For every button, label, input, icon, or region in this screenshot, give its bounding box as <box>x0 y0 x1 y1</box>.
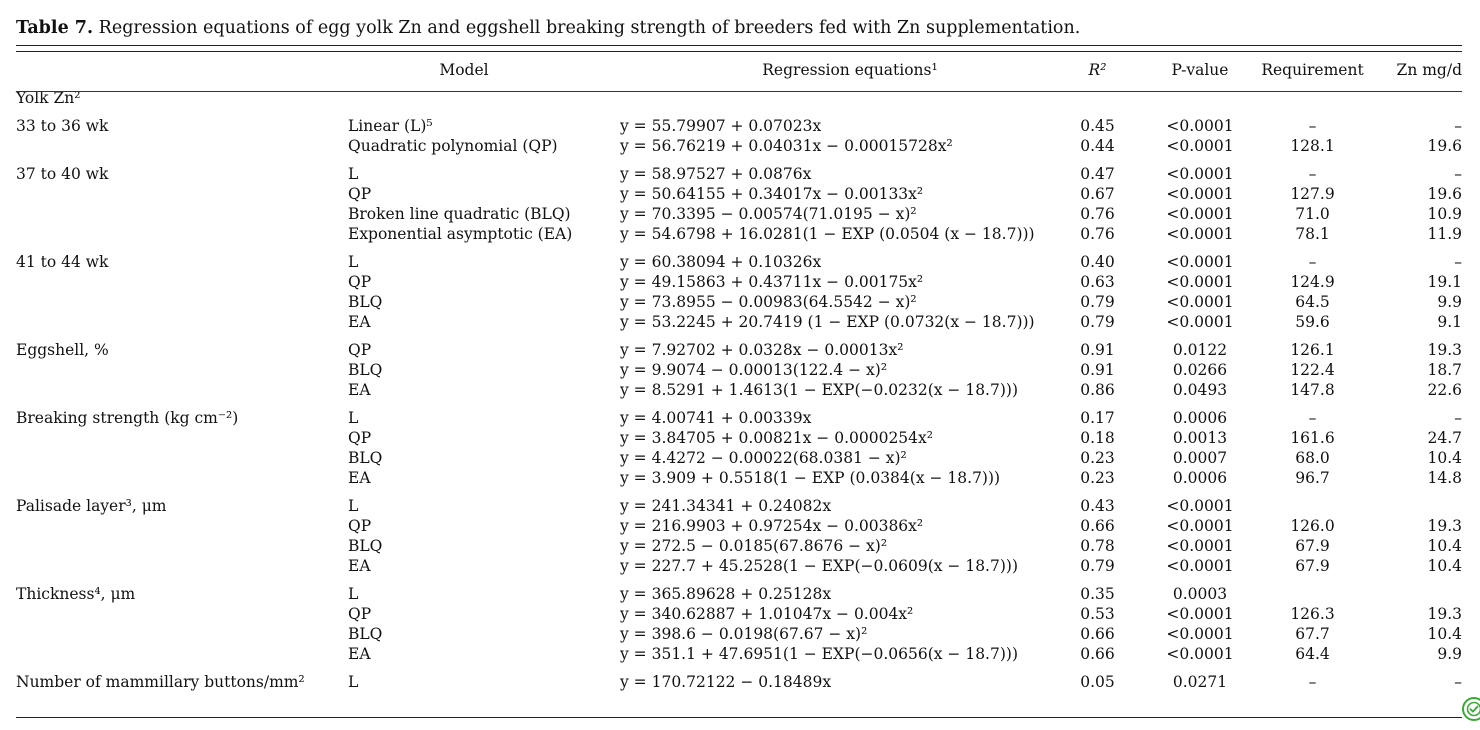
row-requirement: 71.0 <box>1295 205 1330 223</box>
section-label <box>16 136 348 156</box>
row-equation: y = 9.9074 − 0.00013(122.4 − x)² <box>620 361 888 379</box>
row-requirement: – <box>1308 165 1317 183</box>
check-icon <box>1466 701 1480 717</box>
row-r2: 0.35 <box>1080 585 1115 603</box>
row-r2: 0.67 <box>1080 185 1115 203</box>
table-row <box>16 380 1462 400</box>
table-caption <box>16 18 1080 38</box>
row-pvalue: <0.0001 <box>1166 205 1234 223</box>
header-equation: Regression equations¹ <box>762 61 938 79</box>
row-zn: 10.4 <box>1427 557 1462 575</box>
bottom-rule <box>16 717 1462 718</box>
caption-text: Regression equations of egg yolk Zn and eggshell breaking strength of breeders fed with Zn supplementation. <box>98 18 1081 38</box>
table-row <box>16 448 1462 468</box>
section-label <box>16 204 348 224</box>
row-zn: 14.8 <box>1427 469 1462 487</box>
check-badge-icon <box>1462 697 1480 721</box>
row-model: QP <box>348 341 372 359</box>
row-zn: 10.4 <box>1427 625 1462 643</box>
row-r2: 0.66 <box>1080 625 1115 643</box>
table-section-row <box>16 664 1462 692</box>
section-label <box>16 468 348 488</box>
row-pvalue: 0.0006 <box>1172 409 1228 427</box>
row-equation: y = 3.909 + 0.5518(1 − EXP (0.0384(x − 18.7))) <box>620 469 1001 487</box>
row-requirement: 64.4 <box>1295 645 1330 663</box>
section-label: Palisade layer³, μm <box>16 497 167 515</box>
row-pvalue: <0.0001 <box>1166 225 1234 243</box>
row-zn: 22.6 <box>1427 381 1462 399</box>
row-zn <box>1380 488 1462 516</box>
table-section-row <box>16 488 1462 516</box>
section-label: Number of mammillary buttons/mm² <box>16 673 305 691</box>
table-row <box>16 272 1462 292</box>
table-row <box>16 624 1462 644</box>
row-requirement: 161.6 <box>1290 429 1335 447</box>
row-equation: y = 56.76219 + 0.04031x − 0.00015728x² <box>620 137 953 155</box>
row-zn: 19.3 <box>1427 605 1462 623</box>
row-r2: 0.79 <box>1080 313 1115 331</box>
table-row <box>16 556 1462 576</box>
row-zn: – <box>1454 409 1462 427</box>
row-r2: 0.66 <box>1080 645 1115 663</box>
row-zn: 24.7 <box>1427 429 1462 447</box>
section-label <box>16 224 348 244</box>
table-row <box>16 224 1462 244</box>
row-model: BLQ <box>348 537 383 555</box>
row-requirement: – <box>1308 673 1317 691</box>
row-zn: 19.6 <box>1427 185 1462 203</box>
header-model: Model <box>439 61 489 79</box>
row-equation: y = 170.72122 − 0.18489x <box>620 673 832 691</box>
table-row <box>16 204 1462 224</box>
row-requirement: 122.4 <box>1290 361 1335 379</box>
row-model: QP <box>348 605 372 623</box>
row-equation: y = 49.15863 + 0.43711x − 0.00175x² <box>620 273 924 291</box>
row-model: BLQ <box>348 361 383 379</box>
section-label: Eggshell, % <box>16 341 109 359</box>
row-model: L <box>348 585 359 603</box>
section-label <box>16 184 348 204</box>
table-section-row <box>16 400 1462 428</box>
section-label: 33 to 36 wk <box>16 117 109 135</box>
row-r2: 0.76 <box>1080 225 1115 243</box>
header-label <box>16 60 348 88</box>
row-model: BLQ <box>348 449 383 467</box>
row-model: BLQ <box>348 293 383 311</box>
row-zn: 11.9 <box>1427 225 1462 243</box>
row-zn: 9.9 <box>1437 293 1462 311</box>
row-pvalue: <0.0001 <box>1166 293 1234 311</box>
row-r2: 0.63 <box>1080 273 1115 291</box>
row-equation: y = 73.8955 − 0.00983(64.5542 − x)² <box>620 293 917 311</box>
row-requirement: 127.9 <box>1290 185 1335 203</box>
section-label: 41 to 44 wk <box>16 253 109 271</box>
row-pvalue: 0.0122 <box>1172 341 1228 359</box>
row-r2: 0.17 <box>1080 409 1115 427</box>
table-row <box>16 292 1462 312</box>
header-r2: R² <box>1088 61 1107 79</box>
row-model: QP <box>348 429 372 447</box>
row-requirement: 59.6 <box>1295 313 1330 331</box>
row-equation: y = 50.64155 + 0.34017x − 0.00133x² <box>620 185 924 203</box>
section-label <box>16 536 348 556</box>
row-r2: 0.76 <box>1080 205 1115 223</box>
row-model: BLQ <box>348 625 383 643</box>
row-r2: 0.45 <box>1080 117 1115 135</box>
row-equation: y = 365.89628 + 0.25128x <box>620 585 832 603</box>
row-equation: y = 272.5 − 0.0185(67.8676 − x)² <box>620 537 888 555</box>
table-section-row <box>16 332 1462 360</box>
row-equation: y = 70.3395 − 0.00574(71.0195 − x)² <box>620 205 917 223</box>
section-label <box>16 428 348 448</box>
row-requirement: 128.1 <box>1290 137 1335 155</box>
section-label <box>16 644 348 664</box>
header-row <box>16 60 1462 88</box>
table-section-row <box>16 244 1462 272</box>
header-rule <box>16 91 1462 92</box>
row-pvalue: <0.0001 <box>1166 165 1234 183</box>
row-requirement: 64.5 <box>1295 293 1330 311</box>
row-zn: 19.1 <box>1427 273 1462 291</box>
row-r2: 0.44 <box>1080 137 1115 155</box>
table-row <box>16 360 1462 380</box>
row-r2: 0.43 <box>1080 497 1115 515</box>
row-r2: 0.40 <box>1080 253 1115 271</box>
row-requirement: – <box>1308 253 1317 271</box>
section-label: Yolk Zn² <box>16 89 81 107</box>
row-pvalue: 0.0271 <box>1172 673 1228 691</box>
row-requirement: 126.3 <box>1290 605 1335 623</box>
row-r2: 0.79 <box>1080 293 1115 311</box>
row-r2: 0.79 <box>1080 557 1115 575</box>
row-requirement: – <box>1308 409 1317 427</box>
section-label <box>16 380 348 400</box>
row-equation: y = 8.5291 + 1.4613(1 − EXP(−0.0232(x − 18.7))) <box>620 381 1018 399</box>
row-equation: y = 4.4272 − 0.00022(68.0381 − x)² <box>620 449 907 467</box>
row-pvalue: <0.0001 <box>1166 117 1234 135</box>
section-label <box>16 312 348 332</box>
row-r2: 0.23 <box>1080 469 1115 487</box>
row-model: L <box>348 165 359 183</box>
row-zn: – <box>1454 165 1462 183</box>
row-model: EA <box>348 645 371 663</box>
table-row <box>16 536 1462 556</box>
row-model: QP <box>348 185 372 203</box>
row-r2: 0.91 <box>1080 341 1115 359</box>
row-zn: 19.6 <box>1427 137 1462 155</box>
row-equation: y = 216.9903 + 0.97254x − 0.00386x² <box>620 517 924 535</box>
row-zn <box>1380 576 1462 604</box>
row-pvalue: <0.0001 <box>1166 185 1234 203</box>
row-model: L <box>348 497 359 515</box>
row-equation: y = 241.34341 + 0.24082x <box>620 497 832 515</box>
row-pvalue: <0.0001 <box>1166 557 1234 575</box>
header-requirement: Requirement <box>1261 61 1364 79</box>
row-zn: 18.7 <box>1427 361 1462 379</box>
table-section-row <box>16 156 1462 184</box>
top-rule-double <box>16 51 1462 52</box>
row-pvalue: <0.0001 <box>1166 273 1234 291</box>
table-row <box>16 644 1462 664</box>
row-model: Broken line quadratic (BLQ) <box>348 205 571 223</box>
row-model: Exponential asymptotic (EA) <box>348 225 573 243</box>
row-pvalue: <0.0001 <box>1166 645 1234 663</box>
table-row <box>16 428 1462 448</box>
row-zn: – <box>1454 117 1462 135</box>
row-model: Linear (L)⁵ <box>348 117 433 135</box>
row-zn: 9.9 <box>1437 645 1462 663</box>
row-r2: 0.86 <box>1080 381 1115 399</box>
top-rule <box>16 45 1462 46</box>
row-zn: 10.4 <box>1427 449 1462 467</box>
table-body <box>16 88 1462 692</box>
row-equation: y = 7.92702 + 0.0328x − 0.00013x² <box>620 341 904 359</box>
row-pvalue: <0.0001 <box>1166 253 1234 271</box>
row-equation: y = 58.97527 + 0.0876x <box>620 165 812 183</box>
row-requirement: 126.1 <box>1290 341 1335 359</box>
row-zn: 10.9 <box>1427 205 1462 223</box>
row-r2: 0.53 <box>1080 605 1115 623</box>
section-label <box>16 360 348 380</box>
section-label <box>16 556 348 576</box>
row-r2: 0.78 <box>1080 537 1115 555</box>
row-model: QP <box>348 517 372 535</box>
row-r2: 0.66 <box>1080 517 1115 535</box>
row-pvalue: <0.0001 <box>1166 605 1234 623</box>
row-equation: y = 55.79907 + 0.07023x <box>620 117 822 135</box>
row-model: EA <box>348 469 371 487</box>
table-row <box>16 604 1462 624</box>
row-requirement: 147.8 <box>1290 381 1335 399</box>
row-equation: y = 53.2245 + 20.7419 (1 − EXP (0.0732(x − 18.7))) <box>620 313 1035 331</box>
header-zn: Zn mg/d <box>1396 61 1462 79</box>
row-pvalue: <0.0001 <box>1166 517 1234 535</box>
section-label <box>16 292 348 312</box>
row-pvalue: 0.0013 <box>1172 429 1228 447</box>
row-requirement: 126.0 <box>1290 517 1335 535</box>
row-model: Quadratic polynomial (QP) <box>348 137 558 155</box>
row-requirement <box>1245 488 1380 516</box>
row-r2: 0.23 <box>1080 449 1115 467</box>
row-zn: 9.1 <box>1437 313 1462 331</box>
row-model: QP <box>348 273 372 291</box>
table-row <box>16 136 1462 156</box>
section-label: Breaking strength (kg cm⁻²) <box>16 409 239 427</box>
row-requirement: 124.9 <box>1290 273 1335 291</box>
row-zn: 10.4 <box>1427 537 1462 555</box>
table-row <box>16 312 1462 332</box>
regression-table <box>16 60 1462 692</box>
row-equation: y = 60.38094 + 0.10326x <box>620 253 822 271</box>
row-requirement: 68.0 <box>1295 449 1330 467</box>
row-model: EA <box>348 381 371 399</box>
row-model: L <box>348 253 359 271</box>
row-equation: y = 340.62887 + 1.01047x − 0.004x² <box>620 605 914 623</box>
row-zn: 19.3 <box>1427 517 1462 535</box>
caption-label: Table 7. <box>16 18 94 38</box>
row-equation: y = 227.7 + 45.2528(1 − EXP(−0.0609(x − 18.7))) <box>620 557 1018 575</box>
row-model: EA <box>348 557 371 575</box>
table-section-row <box>16 576 1462 604</box>
header-pvalue: P-value <box>1171 61 1229 79</box>
row-pvalue: <0.0001 <box>1166 537 1234 555</box>
row-equation: y = 351.1 + 47.6951(1 − EXP(−0.0656(x − 18.7))) <box>620 645 1018 663</box>
row-r2: 0.05 <box>1080 673 1115 691</box>
row-zn: – <box>1454 673 1462 691</box>
row-zn: – <box>1454 253 1462 271</box>
table-row <box>16 516 1462 536</box>
row-requirement: – <box>1308 117 1317 135</box>
row-equation: y = 398.6 − 0.0198(67.67 − x)² <box>620 625 868 643</box>
row-pvalue: <0.0001 <box>1166 497 1234 515</box>
row-r2: 0.91 <box>1080 361 1115 379</box>
row-r2: 0.47 <box>1080 165 1115 183</box>
table-row <box>16 468 1462 488</box>
row-pvalue: 0.0493 <box>1172 381 1228 399</box>
row-zn: 19.3 <box>1427 341 1462 359</box>
section-label <box>16 272 348 292</box>
section-label <box>16 516 348 536</box>
row-pvalue: <0.0001 <box>1166 625 1234 643</box>
table-section-row <box>16 108 1462 136</box>
section-label <box>16 624 348 644</box>
table-row <box>16 184 1462 204</box>
row-r2: 0.18 <box>1080 429 1115 447</box>
row-requirement: 96.7 <box>1295 469 1330 487</box>
row-requirement: 67.9 <box>1295 557 1330 575</box>
row-model: L <box>348 673 359 691</box>
row-equation: y = 54.6798 + 16.0281(1 − EXP (0.0504 (x − 18.7))) <box>620 225 1035 243</box>
row-pvalue: <0.0001 <box>1166 137 1234 155</box>
row-model: L <box>348 409 359 427</box>
row-equation: y = 4.00741 + 0.00339x <box>620 409 812 427</box>
row-equation: y = 3.84705 + 0.00821x − 0.0000254x² <box>620 429 933 447</box>
row-pvalue: 0.0003 <box>1172 585 1228 603</box>
row-pvalue: 0.0007 <box>1172 449 1228 467</box>
row-requirement: 78.1 <box>1295 225 1330 243</box>
row-pvalue: 0.0006 <box>1172 469 1228 487</box>
section-label: 37 to 40 wk <box>16 165 109 183</box>
row-requirement: 67.7 <box>1295 625 1330 643</box>
section-label <box>16 448 348 468</box>
row-pvalue: <0.0001 <box>1166 313 1234 331</box>
row-requirement <box>1245 576 1380 604</box>
row-requirement: 67.9 <box>1295 537 1330 555</box>
row-model: EA <box>348 313 371 331</box>
row-pvalue: 0.0266 <box>1172 361 1228 379</box>
section-label <box>16 604 348 624</box>
section-label: Thickness⁴, μm <box>16 585 136 603</box>
